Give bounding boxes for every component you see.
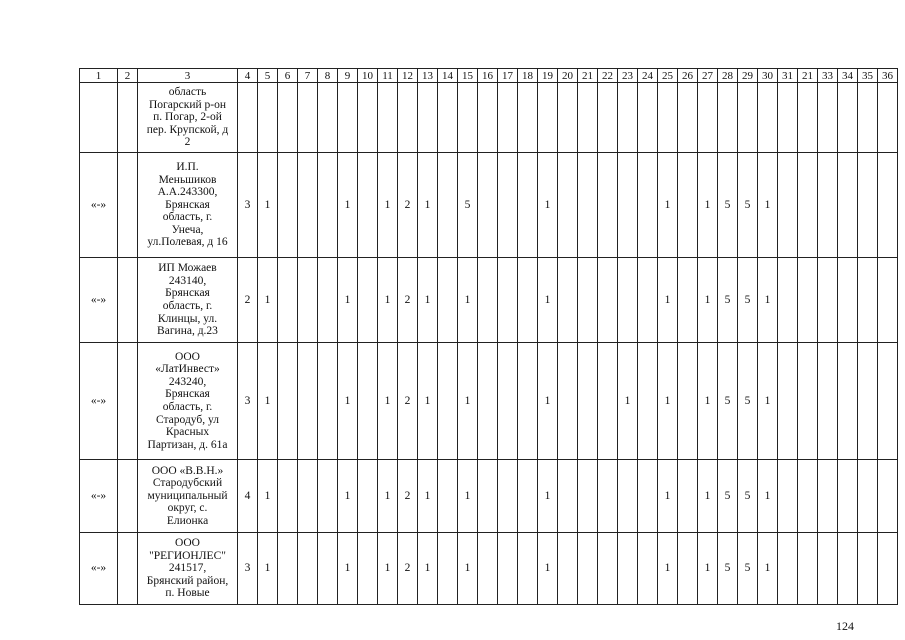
value-cell [678,343,698,460]
value-cell: 3 [238,533,258,605]
header-cell: 25 [658,69,678,83]
value-cell: 5 [738,460,758,533]
value-cell: 1 [538,258,558,343]
value-cell [278,153,298,258]
value-cell [398,83,418,153]
value-cell: 2 [398,343,418,460]
value-cell: 1 [258,258,278,343]
value-cell [478,533,498,605]
header-cell: 33 [818,69,838,83]
table-row [80,258,898,343]
value-cell: 1 [538,460,558,533]
value-cell: 1 [338,460,358,533]
value-cell [418,83,438,153]
value-cell [358,258,378,343]
value-cell [438,343,458,460]
value-cell [818,533,838,605]
header-cell: 24 [638,69,658,83]
value-cell [778,153,798,258]
value-cell: 1 [538,533,558,605]
value-cell [378,83,398,153]
value-cell [778,343,798,460]
value-cell [858,83,878,153]
value-cell [358,460,378,533]
value-cell: 5 [718,460,738,533]
table-row [80,460,898,533]
address-cell: область Погарский р-он п. Погар, 2-ой пер. Крупской, д 2 [138,83,238,153]
value-cell [658,83,678,153]
value-cell [878,460,898,533]
value-cell: 5 [718,153,738,258]
value-cell: 1 [618,343,638,460]
value-cell [598,258,618,343]
value-cell: 1 [418,343,438,460]
value-cell: 1 [378,460,398,533]
value-cell: 1 [698,460,718,533]
value-cell [498,343,518,460]
value-cell [778,258,798,343]
table-row [80,343,898,460]
value-cell: 2 [398,258,418,343]
value-cell [678,153,698,258]
value-cell [278,460,298,533]
value-cell [838,533,858,605]
value-cell [578,460,598,533]
value-cell [798,460,818,533]
header-cell: 3 [138,69,238,83]
value-cell: 1 [338,153,358,258]
value-cell [618,258,638,343]
value-cell [838,343,858,460]
header-cell: 35 [858,69,878,83]
value-cell [298,460,318,533]
address-cell: И.П. Меньшиков А.А.243300, Брянская область, г. Унеча, ул.Полевая, д 16 [138,153,238,258]
value-cell [858,153,878,258]
value-cell: 1 [458,533,478,605]
value-cell [438,153,458,258]
address-cell: ООО "РЕГИОНЛЕС" 241517, Брянский район, п. Новые [138,533,238,605]
value-cell [798,153,818,258]
value-cell [818,460,838,533]
value-cell: 1 [698,533,718,605]
header-row [80,69,898,83]
value-cell [558,83,578,153]
value-cell [298,153,318,258]
value-cell [558,460,578,533]
value-cell [578,343,598,460]
value-cell [858,533,878,605]
value-cell [678,533,698,605]
value-cell [278,533,298,605]
row-marker-cell [80,83,118,153]
value-cell: 1 [758,343,778,460]
value-cell [638,83,658,153]
header-cell: 22 [598,69,618,83]
value-cell [578,83,598,153]
row-number-cell [118,460,138,533]
header-cell: 36 [878,69,898,83]
value-cell [678,83,698,153]
value-cell [558,533,578,605]
value-cell [438,533,458,605]
value-cell [358,83,378,153]
header-cell: 28 [718,69,738,83]
value-cell [538,83,558,153]
value-cell: 1 [378,343,398,460]
value-cell: 1 [258,460,278,533]
address-cell: ООО «ЛатИнвест» 243240, Брянская область, г. Стародуб, ул Красных Партизан, д. 61а [138,343,238,460]
value-cell [258,83,278,153]
value-cell [518,460,538,533]
value-cell [298,533,318,605]
value-cell [758,83,778,153]
value-cell [478,343,498,460]
value-cell: 5 [738,533,758,605]
value-cell [438,258,458,343]
value-cell [798,83,818,153]
value-cell [358,533,378,605]
value-cell: 1 [418,258,438,343]
value-cell [558,343,578,460]
value-cell [598,460,618,533]
value-cell [778,83,798,153]
header-cell: 21 [798,69,818,83]
value-cell: 1 [338,258,358,343]
value-cell [318,343,338,460]
value-cell [618,460,638,533]
header-cell: 12 [398,69,418,83]
value-cell: 1 [378,258,398,343]
value-cell [558,258,578,343]
value-cell [598,343,618,460]
value-cell [818,343,838,460]
address-cell: ООО «В.В.Н.» Стародубский муниципальный округ, с. Елионка [138,460,238,533]
value-cell [858,343,878,460]
value-cell [318,533,338,605]
header-cell: 23 [618,69,638,83]
value-cell [498,258,518,343]
header-cell: 34 [838,69,858,83]
value-cell: 1 [458,460,478,533]
value-cell: 1 [458,343,478,460]
header-cell: 27 [698,69,718,83]
value-cell: 1 [658,460,678,533]
header-cell: 30 [758,69,778,83]
value-cell [358,153,378,258]
value-cell: 1 [758,258,778,343]
value-cell [638,343,658,460]
value-cell [318,153,338,258]
value-cell [578,258,598,343]
value-cell [678,258,698,343]
value-cell [518,343,538,460]
header-cell: 14 [438,69,458,83]
header-cell: 20 [558,69,578,83]
value-cell: 1 [258,533,278,605]
value-cell [598,83,618,153]
value-cell [698,83,718,153]
value-cell [678,460,698,533]
value-cell: 5 [738,153,758,258]
value-cell [498,153,518,258]
value-cell [878,258,898,343]
value-cell [838,83,858,153]
value-cell: 5 [458,153,478,258]
value-cell [818,258,838,343]
value-cell: 1 [698,343,718,460]
value-cell [558,153,578,258]
value-cell [798,533,818,605]
value-cell [458,83,478,153]
value-cell: 2 [398,460,418,533]
value-cell [298,83,318,153]
value-cell [638,153,658,258]
value-cell [498,533,518,605]
header-cell: 11 [378,69,398,83]
header-cell: 15 [458,69,478,83]
value-cell [858,460,878,533]
value-cell: 1 [458,258,478,343]
value-cell: 1 [758,153,778,258]
value-cell: 2 [398,153,418,258]
row-number-cell [118,533,138,605]
row-number-cell [118,153,138,258]
value-cell: 1 [338,343,358,460]
value-cell [618,533,638,605]
value-cell: 1 [658,258,678,343]
value-cell [838,258,858,343]
address-cell: ИП Можаев 243140, Брянская область, г. Клинцы, ул. Вагина, д.23 [138,258,238,343]
value-cell [778,460,798,533]
row-number-cell [118,83,138,153]
value-cell: 1 [698,258,718,343]
header-cell: 13 [418,69,438,83]
page-number: 124 [836,619,854,633]
value-cell [318,460,338,533]
value-cell [578,533,598,605]
value-cell: 5 [738,343,758,460]
row-marker-cell: «-» [80,533,118,605]
value-cell: 5 [718,533,738,605]
value-cell [878,343,898,460]
value-cell [838,153,858,258]
value-cell: 1 [418,153,438,258]
row-number-cell [118,343,138,460]
value-cell [798,343,818,460]
header-cell: 16 [478,69,498,83]
value-cell [438,83,458,153]
value-cell [618,83,638,153]
value-cell [818,83,838,153]
table-row [80,83,898,153]
header-cell: 4 [238,69,258,83]
row-marker-cell: «-» [80,343,118,460]
value-cell: 2 [398,533,418,605]
value-cell [778,533,798,605]
value-cell [278,258,298,343]
value-cell [298,343,318,460]
value-cell [638,460,658,533]
header-cell: 19 [538,69,558,83]
value-cell: 1 [658,533,678,605]
value-cell [798,258,818,343]
header-cell: 1 [80,69,118,83]
value-cell [478,153,498,258]
value-cell: 5 [718,258,738,343]
header-cell: 29 [738,69,758,83]
value-cell [858,258,878,343]
value-cell [518,83,538,153]
value-cell: 1 [758,533,778,605]
value-cell: 1 [538,343,558,460]
value-cell [638,533,658,605]
value-cell: 1 [698,153,718,258]
value-cell: 5 [718,343,738,460]
table-row [80,153,898,258]
header-cell: 9 [338,69,358,83]
header-cell: 31 [778,69,798,83]
value-cell: 1 [758,460,778,533]
value-cell [318,83,338,153]
value-cell: 3 [238,153,258,258]
value-cell: 5 [738,258,758,343]
value-cell [618,153,638,258]
value-cell [598,153,618,258]
value-cell: 4 [238,460,258,533]
value-cell [278,343,298,460]
value-cell: 1 [258,343,278,460]
value-cell [498,83,518,153]
value-cell: 1 [378,533,398,605]
value-cell: 1 [538,153,558,258]
value-cell [238,83,258,153]
table-row [80,533,898,605]
value-cell [278,83,298,153]
value-cell [578,153,598,258]
value-cell [358,343,378,460]
value-cell [838,460,858,533]
value-cell: 1 [418,533,438,605]
value-cell [818,153,838,258]
row-marker-cell: «-» [80,460,118,533]
value-cell: 1 [418,460,438,533]
value-cell [638,258,658,343]
value-cell [518,153,538,258]
header-cell: 6 [278,69,298,83]
value-cell [478,83,498,153]
header-cell: 17 [498,69,518,83]
value-cell: 1 [338,533,358,605]
value-cell [738,83,758,153]
value-cell [598,533,618,605]
header-cell: 10 [358,69,378,83]
header-cell: 18 [518,69,538,83]
header-cell: 7 [298,69,318,83]
value-cell: 3 [238,343,258,460]
value-cell [478,258,498,343]
header-cell: 21 [578,69,598,83]
value-cell [718,83,738,153]
value-cell [518,258,538,343]
row-marker-cell: «-» [80,153,118,258]
header-cell: 8 [318,69,338,83]
row-marker-cell: «-» [80,258,118,343]
value-cell: 1 [258,153,278,258]
header-cell: 5 [258,69,278,83]
value-cell [338,83,358,153]
value-cell [438,460,458,533]
value-cell [318,258,338,343]
value-cell: 1 [658,153,678,258]
value-cell [478,460,498,533]
value-cell [518,533,538,605]
value-cell [878,83,898,153]
value-cell [878,153,898,258]
header-cell: 2 [118,69,138,83]
value-cell: 1 [378,153,398,258]
value-cell: 2 [238,258,258,343]
value-cell [498,460,518,533]
value-cell [878,533,898,605]
data-table [79,68,898,605]
row-number-cell [118,258,138,343]
header-cell: 26 [678,69,698,83]
value-cell [298,258,318,343]
value-cell: 1 [658,343,678,460]
